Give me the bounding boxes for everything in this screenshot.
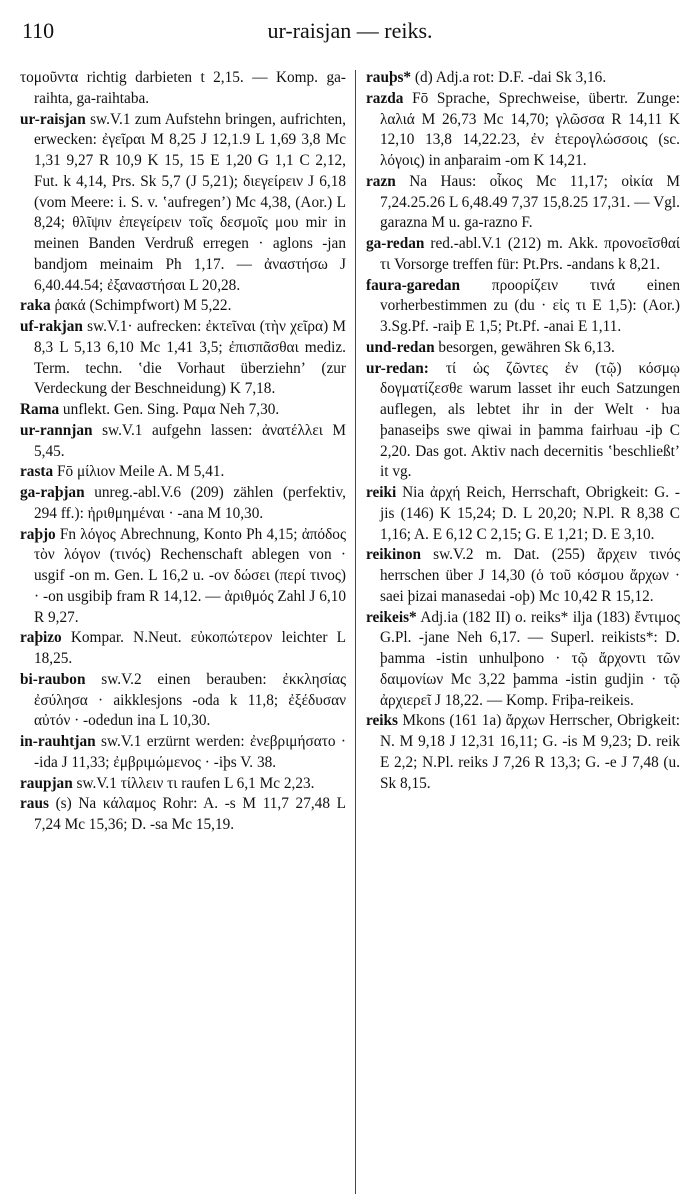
entry-headword: ur-redan: [366, 359, 429, 377]
entry-text: red.-abl.V.1 (212) m. Akk. προνοεῖσθαί τι Vorsorge treffen für: Pt.Prs. -andans k 8,21. [380, 235, 680, 273]
entry-headword: razda [366, 89, 404, 107]
dictionary-entry [20, 296, 346, 317]
entry-headword: rauþs* [366, 69, 412, 86]
entry-text: (d) Adj.a rot: D.F. -dai Sk 3,16. [414, 69, 607, 86]
dictionary-entry [20, 525, 346, 629]
entry-text: Fn λόγος Abrechnung, Konto Ph 4,15; ἀπόδος τὸν λόγον (τινός) Rechenschaft ablegen von · usgif -on m. Gen. L 16,2 u. -ov δώσει (περί τινος) · -on usgibiþ fram R 14,12. — ἀριθμός Zahl J 6,10 R 9,27. [34, 525, 346, 626]
entry-text: sw.V.2 m. Dat. (255) ἄρχειν τινός herrschen über J 14,30 (ὁ τοῦ κόσμου ἄρχων · saei þizai manasedai -oþ) Mc 10,42 R 15,12. [380, 546, 680, 605]
entry-headword: faura-garedan [366, 276, 461, 294]
dictionary-entry [366, 338, 680, 359]
entry-headword: reikeis* [366, 608, 417, 626]
left-column [20, 68, 346, 836]
entry-text: ῥακά (Schimpfwort) M 5,22. [54, 297, 232, 315]
entry-text: Na Haus: οἶκος Mc 11,17; οἰκία M 7,24.25.26 L 6,48.49 7,37 15,8.25 17,31. — Vgl. garazna M u. ga-razno F. [380, 172, 681, 232]
dictionary-entry [20, 421, 346, 463]
right-column [366, 68, 680, 794]
dictionary-entry [366, 89, 680, 172]
entry-text: sw.V.1 zum Aufstehn bringen, aufrichten, erwecken: ἐγεῖραι M 8,25 J 12,1.9 L 1,69 3,8 Mc 1,31 9,27 R 10,9 K 15, 15 E 1,20 G 1,1 C 2,12, Fut. k 4,14, Prs. Sk 5,7 (J 5,21); διεγείρειν J 6,18 (vom Meere: i. S. v. ʽaufregenʼ) Mc 4,38, (Aor.) L 8,24; θλῖψιν ἐπεγείρειν τοῖς δεσμοῖς μου mir in meinen Banden Verdruß erregen · aglons -jan bandjom meinaim Ph 1,17. — ἀναστήσω J 6,40.44.54; ἐξαναστήσαι L 20,28. [34, 110, 346, 294]
dictionary-entry [20, 670, 346, 732]
dictionary-entry [20, 462, 346, 483]
entry-headword: raupjan [20, 774, 73, 792]
entry-headword: rasta [20, 463, 54, 481]
dictionary-entry [20, 317, 346, 400]
entry-text: Kompar. N.Neut. εὐκοπώτερον leichter L 18,25. [34, 629, 347, 667]
entry-headword: ur-rannjan [20, 421, 93, 439]
entry-text: (s) Na κάλαμος Rohr: A. -s M 11,7 27,48 L 7,24 Mc 15,36; D. -sa Mc 15,19. [34, 795, 346, 833]
entry-headword: raþizo [20, 629, 62, 647]
entry-text: sw.V.1· aufrecken: ἐκτεῖναι (τὴν χεῖρα) M 8,3 L 5,13 6,10 Mc 1,41 3,5; ἐπισπᾶσθαι mediz. Term. techn. ʽdie Vorhaut überziehnʼ (zur Verdeckung der Beschneidung) K 7,18. [34, 318, 346, 398]
dictionary-entry [20, 774, 346, 795]
entry-text: unreg.-abl.V.6 (209) zählen (perfektiv, 294 ff.): ἠριθμημέναι · -ana M 10,30. [34, 484, 346, 522]
dictionary-entry [20, 628, 346, 670]
entry-text: Fō Sprache, Sprechweise, übertr. Zunge: λαλιά M 26,73 Mc 14,70; γλῶσσα R 14,11 K 12,10 13,8 14,22.23, ἐν ἑτερογλώσσοις (sc. λόγοις) in anþaraim -om K 14,21. [380, 89, 680, 169]
entry-headword: reikinon [366, 546, 421, 564]
dictionary-entry [366, 276, 680, 338]
dictionary-entry [366, 608, 680, 712]
entry-text: sw.V.2 einen berauben: ἐκκλησίας ἐσύλησα · aikklesjons -oda k 11,8; ἐξέδυσαν αὐτόν · -odedun ina L 10,30. [34, 670, 346, 730]
entry-text: sw.V.1 aufgehn lassen: ἀνατέλλει M 5,45. [34, 421, 346, 460]
entry-headword: ur-raisjan [20, 110, 86, 128]
entry-headword: und-redan [366, 338, 435, 356]
column-divider [355, 70, 356, 1194]
dictionary-entry [20, 400, 346, 421]
entry-text: unflekt. Gen. Sing. Ραμα Neh 7,30. [62, 401, 280, 418]
entry-text: sw.V.1 erzürnt werden: ἐνεβριμήσατο · -ida J 11,33; ἐμβριμώμενος · -iþs V. 38. [34, 733, 347, 771]
page-number: 110 [22, 18, 55, 43]
dictionary-entry [366, 68, 680, 89]
entry-text: besorgen, gewähren Sk 6,13. [438, 338, 615, 356]
entry-text: τομοῦντα richtig darbieten t 2,15. — Komp. ga-raihta, ga-raihtaba. [20, 69, 346, 107]
entry-headword: raþjo [20, 525, 56, 543]
entry-text: τί ὡς ζῶντες ἐν (τῷ) κόσμῳ δογματίζεσθε warum lasset ihr euch Satzungen auflegen, als lebtet ihr in der Welt · ƕa þanaseiþs swe qiwai in þamma fairƕau -iþ C 2,20. Das got. Aktiv nach decernitis ʽbeschließtʼ it vg. [380, 359, 680, 481]
running-title: ur-raisjan — reiks. [267, 18, 433, 43]
entry-headword: ga-raþjan [20, 484, 85, 501]
dictionary-entry [366, 234, 680, 276]
entry-headword: reiks [366, 712, 399, 730]
entry-text: Nia ἀρχή Reich, Herrschaft, Obrigkeit: G. -jis (146) K 15,24; D. L 20,20; N.Pl. R 8,38 C 1,16; A. E 6,12 C 2,15; G. E 1,21; D. E 3,10. [380, 484, 680, 543]
entry-text: sw.V.1 τίλλειν τι raufen L 6,1 Mc 2,23. [76, 774, 315, 792]
dictionary-entry [20, 68, 346, 110]
entry-text: Fō μίλιον Meile A. M 5,41. [56, 463, 225, 481]
dictionary-entry [20, 110, 346, 297]
entry-headword: bi-raubon [20, 670, 86, 688]
dictionary-entry [20, 732, 346, 774]
dictionary-entry [366, 359, 680, 484]
entry-headword: razn [366, 172, 396, 190]
dictionary-entry [366, 711, 680, 794]
entry-headword: Rama [20, 401, 60, 418]
page-header [22, 14, 678, 48]
dictionary-entry [20, 794, 346, 836]
entry-text: Adj.ia (182 II) o. reiks* ilja (183) ἔντιμος G.Pl. -jane Neh 6,17. — Superl. reikists*: D. þamma -istin unhulþono · τῷ ἄρχοντι τῶν δαιμονίων Mc 3,22 þamma -istin gudjin · τῷ ἀρχιερεῖ J 18,22. — Komp. Friþa-reikeis. [380, 608, 680, 709]
entry-headword: raus [20, 795, 49, 813]
entry-headword: ga-redan [366, 235, 425, 252]
dictionary-entry [366, 483, 680, 545]
entry-headword: raka [20, 297, 51, 315]
entry-headword: in-rauhtjan [20, 733, 96, 750]
entry-headword: uf-rakjan [20, 318, 83, 335]
dictionary-entry [20, 483, 346, 525]
entry-text: Mkons (161 1a) ἄρχων Herrscher, Obrigkeit: N. M 9,18 J 12,31 16,11; G. -is M 9,23; D. reik E 2,2; N.Pl. reiks J 7,26 R 13,3; G. -e J 7,48 (u. Sk 8,15. [380, 712, 680, 792]
dictionary-entry [366, 545, 680, 607]
entry-text: προορίζειν τινά einen vorherbestimmen zu (du · εἰς τι E 1,5): (Aor.) 3.Sg.Pf. -raiþ E 1,5; Pt.Pf. -anai E 1,11. [380, 276, 680, 335]
entry-headword: reiki [366, 484, 397, 501]
dictionary-entry [366, 172, 680, 234]
